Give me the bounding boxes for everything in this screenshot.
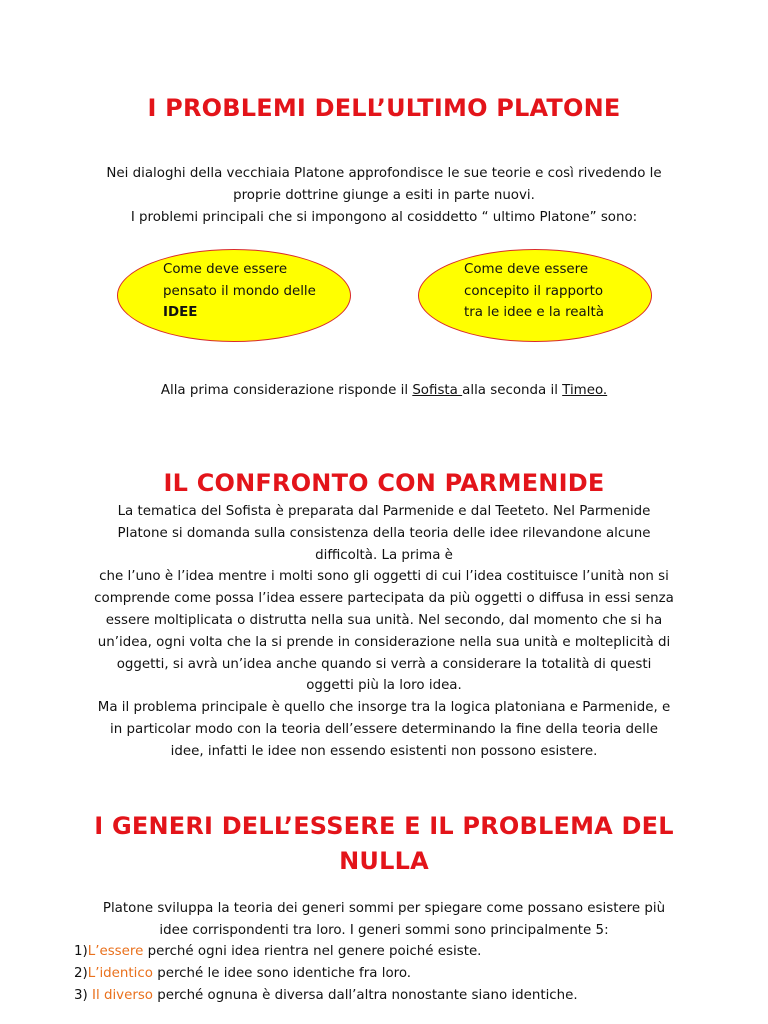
section3-intro xyxy=(0,898,768,942)
item-number: 1) xyxy=(74,944,88,959)
intro-line: proprie dottrine giunge a esiti in parte nuovi. xyxy=(233,187,535,203)
title-line: NULLA xyxy=(339,847,429,875)
body-line: idee, infatti le idee non essendo esistenti non possono esistere. xyxy=(170,743,598,759)
body-line: comprende come possa l’idea essere partecipata da più oggetti o diffusa in essi senza xyxy=(94,591,674,607)
list-item xyxy=(74,963,578,985)
ellipse-line: pensato il mondo delle xyxy=(163,283,316,299)
section-title-parmenide: IL CONFRONTO CON PARMENIDE xyxy=(163,469,605,497)
ellipse-rapporto-text xyxy=(464,259,604,324)
item-text: perché le idee sono identiche fra loro. xyxy=(152,966,412,981)
ellipse-line: Come deve essere xyxy=(163,262,288,277)
body-line: Platone si domanda sulla consistenza della teoria delle idee rilevandone alcune xyxy=(117,525,651,541)
ellipse-line: concepito il rapporto xyxy=(464,283,604,299)
ellipse-line: Come deve essere xyxy=(464,262,589,277)
intro-line: I problemi principali che si impongono al cosiddetto “ ultimo Platone” sono: xyxy=(130,209,638,225)
item-term: L’essere xyxy=(87,944,144,959)
section-title-ultimo-platone: I PROBLEMI DELL’ULTIMO PLATONE xyxy=(147,94,621,122)
title-line: I GENERI DELL’ESSERE E IL PROBLEMA DEL xyxy=(94,812,674,840)
intro-line: Platone sviluppa la teoria dei generi sommi per spiegare come possano esistere più xyxy=(102,901,666,916)
timeo-link: Timeo. xyxy=(562,383,608,398)
ellipse-line-idee: IDEE xyxy=(163,305,198,320)
item-text: perché ognuna è diversa dall’altra nonostante siano identiche. xyxy=(153,988,578,1003)
sofista-link: Sofista xyxy=(412,383,463,398)
body-line: che l’uno è l’idea mentre i molti sono gli oggetti di cui l’idea costituisce l’unità non si xyxy=(99,569,669,585)
ellipse-line: tra le idee e la realtà xyxy=(464,305,604,320)
answer-line xyxy=(0,380,768,402)
body-line: La tematica del Sofista è preparata dal Parmenide e dal Teeteto. Nel Parmenide xyxy=(117,504,651,519)
body-line: oggetti più la loro idea. xyxy=(306,678,462,694)
ellipse-mondo-idee-text xyxy=(163,259,316,324)
item-number: 2) xyxy=(74,966,88,981)
item-term: Il diverso xyxy=(92,988,153,1003)
section1-intro xyxy=(0,163,768,228)
body-line: oggetti, si avrà un’idea anche quando si verrà a considerare la totalità di questi xyxy=(116,656,652,672)
generi-sommi-list xyxy=(74,941,578,1007)
item-term: L’identico xyxy=(87,966,153,981)
body-line: difficoltà. La prima è xyxy=(315,547,453,563)
item-number: 3) xyxy=(74,988,93,1003)
intro-line: Nei dialoghi della vecchiaia Platone approfondisce le sue teorie e così rivedendo le xyxy=(106,166,662,181)
item-text: perché ogni idea rientra nel genere poiché esiste. xyxy=(143,944,482,959)
answer-middle: alla seconda il xyxy=(462,383,563,398)
section-title-generi-essere xyxy=(0,809,768,879)
list-item xyxy=(74,941,578,963)
intro-line: idee corrispondenti tra loro. I generi sommi sono principalmente 5: xyxy=(159,922,609,938)
body-line: essere moltiplicata o distrutta nella sua unità. Nel secondo, dal momento che si ha xyxy=(105,612,663,628)
body-line: Ma il problema principale è quello che insorge tra la logica platoniana e Parmenide, e xyxy=(97,700,671,716)
list-item xyxy=(74,985,578,1007)
answer-prefix: Alla prima considerazione risponde il xyxy=(160,383,413,398)
section2-body xyxy=(0,501,768,763)
body-line: un’idea, ogni volta che la si prende in considerazione nella sua unità e molteplicità di xyxy=(97,634,671,650)
body-line: in particolar modo con la teoria dell’essere determinando la fine della teoria delle xyxy=(110,721,658,737)
